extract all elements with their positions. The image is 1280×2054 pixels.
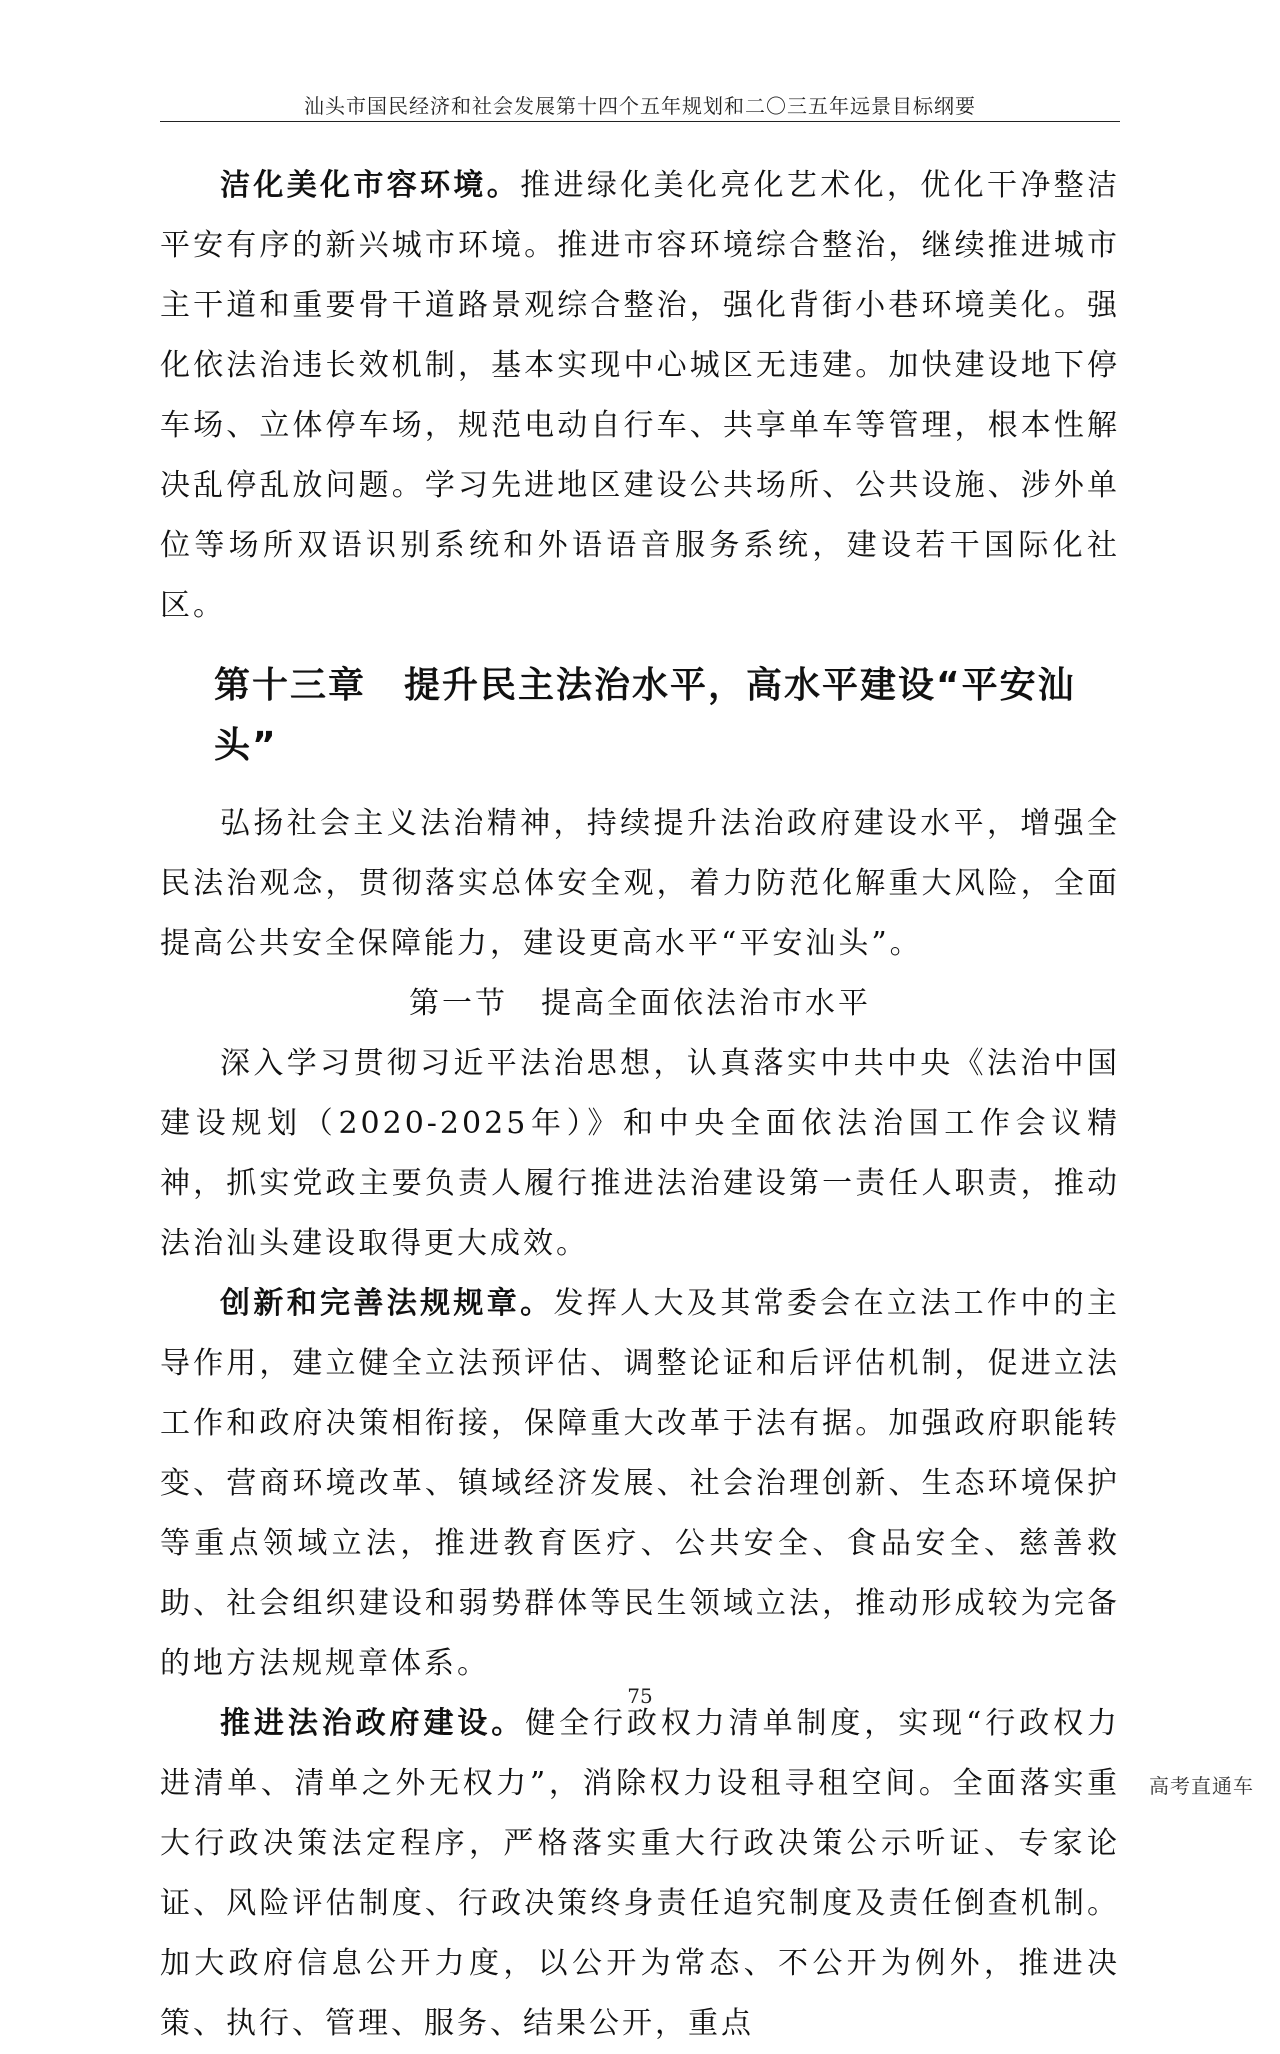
chapter-title: 第十三章 提升民主法治水平，高水平建设“平安汕头” xyxy=(214,665,1076,766)
paragraph-section-intro xyxy=(160,1034,1120,1274)
watermark: 高考直通车 xyxy=(1149,1774,1254,1798)
paragraph-chapter-intro xyxy=(160,794,1120,974)
paragraph-lead: 洁化美化市容环境。 xyxy=(220,168,521,203)
paragraph-lead: 创新和完善法规规章。 xyxy=(220,1286,554,1321)
running-header: 汕头市国民经济和社会发展第十四个五年规划和二〇三五年远景目标纲要 xyxy=(304,94,976,118)
paragraph-text: 发挥人大及其常委会在立法工作中的主导作用，建立健全立法预评估、调整论证和后评估机制，促进立法工作和政府决策相衔接，保障重大改革于法有据。加强政府职能转变、营商环境改革、镇域经济发展、社会治理创新、生态环境保护等重点领域立法，推进教育医疗、公共安全、食品安全、慈善救助、社会组织建设和弱势群体等民生领域立法，推动形成较为完备的地方法规规章体系。 xyxy=(160,1286,1121,1681)
page-body xyxy=(160,156,1120,2054)
paragraph-city-environment xyxy=(160,156,1120,636)
section-title: 第一节 提高全面依法治市水平 xyxy=(409,986,871,1021)
paragraph-rule-of-law-government xyxy=(160,1694,1120,2054)
paragraph-text: 健全行政权力清单制度，实现“行政权力进清单、清单之外无权力”，消除权力设租寻租空间。全面落实重大行政决策法定程序，严格落实重大行政决策公示听证、专家论证、风险评估制度、行政决策终身责任追究制度及责任倒查机制。加大政府信息公开力度，以公开为常态、不公开为例外，推进决策、执行、管理、服务、结果公开，重点 xyxy=(160,1706,1121,2041)
header-rule xyxy=(160,121,1120,122)
paragraph-text: 推进绿化美化亮化艺术化，优化干净整洁平安有序的新兴城市环境。推进市容环境综合整治，继续推进城市主干道和重要骨干道路景观综合整治，强化背街小巷环境美化。强化依法治违长效机制，基本实现中心城区无违建。加快建设地下停车场、立体停车场，规范电动自行车、共享单车等管理，根本性解决乱停乱放问题。学习先进地区建设公共场所、公共设施、涉外单位等场所双语识别系统和外语语音服务系统，建设若干国际化社区。 xyxy=(160,168,1121,623)
paragraph-text: 弘扬社会主义法治精神，持续提升法治政府建设水平，增强全民法治观念，贯彻落实总体安全观，着力防范化解重大风险，全面提高公共安全保障能力，建设更高水平“平安汕头”。 xyxy=(160,806,1120,961)
paragraph-regulations xyxy=(160,1274,1120,1694)
page-number: 75 xyxy=(627,1684,653,1708)
paragraph-text: 深入学习贯彻习近平法治思想，认真落实中共中央《法治中国建设规划（2020-2025年）》和中央全面依法治国工作会议精神，抓实党政主要负责人履行推进法治建设第一责任人职责，推动法治汕头建设取得更大成效。 xyxy=(160,1046,1120,1261)
paragraph-lead: 推进法治政府建设。 xyxy=(220,1706,526,1741)
